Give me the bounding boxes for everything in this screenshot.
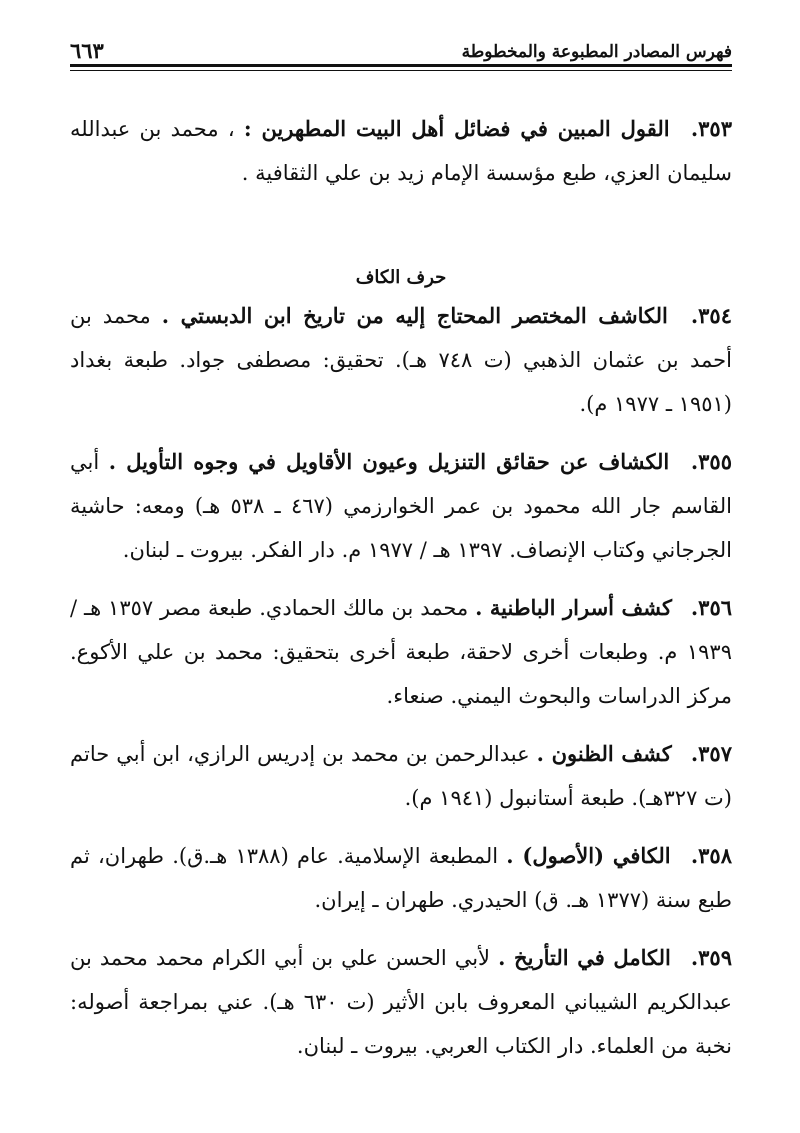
entry-358 [70,834,732,922]
entry-353 [70,107,732,195]
entry-359 [70,936,732,1068]
entry-number: ٣٥٩. [690,945,732,970]
entry-number: ٣٥٨. [690,843,732,868]
entry-title: الكامل في التأريخ . [498,945,671,970]
entry-details: محمد بن أحمد بن عثمان الذهبي (ت ٧٤٨ هـ). تحقيق: مصطفى جواد. طبعة بغداد (١٩٥١ ـ ١٩٧٧ م). [70,304,732,416]
entry-title: القول المبين في فضائل أهل البيت المطهرين : [243,116,670,141]
entry-number: ٣٥٤. [690,303,732,328]
entry-title: الكافي (الأصول) . [506,843,671,868]
entry-355 [70,440,732,572]
entry-354 [70,294,732,426]
entry-title: الكاشف المختصر المحتاج إليه من تاريخ ابن الدبستي . [161,303,668,328]
entry-title: كشف الظنون . [536,741,672,766]
page-number: ٦٦٣ [70,38,104,63]
section-heading: حرف الكاف [355,267,447,288]
entry-details: عبدالرحمن بن محمد بن إدريس الرازي، ابن أبي حاتم (ت ٣٢٧هـ). طبعة أستانبول (١٩٤١ م). [70,742,732,810]
entry-details: محمد بن مالك الحمادي. طبعة مصر ١٣٥٧ هـ / ١٩٣٩ م. وطبعات أخرى لاحقة، طبعة أخرى بتحقيق: محمد بن علي الأكوع. مركز الدراسات والبحوث اليمني. صنعاء. [70,596,732,708]
running-title: فهرس المصادر المطبوعة والمخطوطة [461,42,732,62]
entry-title: الكشاف عن حقائق التنزيل وعيون الأقاويل في وجوه التأويل . [108,449,670,474]
entry-details: ، محمد بن عبدالله سليمان العزي، طبع مؤسسة الإمام زيد بن علي الثقافية . [70,117,732,185]
entry-357 [70,732,732,820]
running-header [70,34,732,67]
entry-356 [70,586,732,718]
entry-details: المطبعة الإسلامية. عام (١٣٨٨ هـ.ق). طهران، ثم طبع سنة (١٣٧٧ هـ. ق) الحيدري. طهران ـ إيران. [70,844,732,912]
entry-title: كشف أسرار الباطنية . [475,595,672,620]
entry-details: لأبي الحسن علي بن أبي الكرام محمد محمد بن عبدالكريم الشيباني المعروف بابن الأثير (ت ٦٣٠ هـ). عني بمراجعة أصوله: نخبة من العلماء. دار الكتاب العربي. بيروت ـ لبنان. [70,946,732,1058]
entry-details: أبي القاسم جار الله محمود بن عمر الخوارزمي (٤٦٧ ـ ٥٣٨ هـ) ومعه: حاشية الجرجاني وكتاب الإنصاف. ١٣٩٧ هـ / ١٩٧٧ م. دار الفكر. بيروت ـ لبنان. [70,450,733,562]
entry-number: ٣٥٣. [690,116,732,141]
entry-number: ٣٥٧. [690,741,732,766]
entry-number: ٣٥٥. [690,449,732,474]
entry-number: ٣٥٦. [690,595,733,620]
